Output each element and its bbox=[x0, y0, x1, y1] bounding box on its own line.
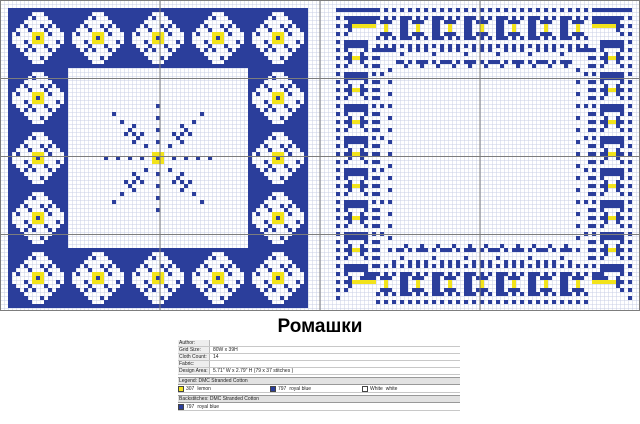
color-swatch bbox=[178, 386, 184, 392]
info-value bbox=[210, 361, 213, 367]
chart-title: Ромашки bbox=[277, 316, 363, 337]
info-row bbox=[178, 340, 460, 347]
floss-name: lemon bbox=[197, 385, 211, 392]
floss-code: White bbox=[370, 385, 383, 392]
legend-row bbox=[178, 385, 460, 393]
legend-item bbox=[178, 404, 270, 410]
legend-item bbox=[362, 386, 454, 392]
color-swatch bbox=[178, 404, 184, 410]
chart-info-table bbox=[178, 340, 460, 411]
legend-item bbox=[178, 386, 270, 392]
floss-code: 797 bbox=[278, 385, 287, 392]
info-label: Design Area: bbox=[178, 368, 210, 374]
legend-header: Legend: DMC Stranded Cotton bbox=[178, 377, 460, 385]
info-value bbox=[210, 340, 213, 346]
info-value: 80W x 39H bbox=[213, 347, 238, 353]
color-swatch bbox=[270, 386, 276, 392]
info-label: Author: bbox=[178, 340, 210, 346]
floss-code: 797 bbox=[186, 403, 195, 410]
info-label: Grid Size: bbox=[178, 347, 210, 353]
info-row bbox=[178, 354, 460, 361]
color-swatch bbox=[362, 386, 368, 392]
backstitch-header: Backstitches: DMC Stranded Cotton bbox=[178, 395, 460, 403]
floss-code: 307 bbox=[186, 385, 195, 392]
info-row bbox=[178, 361, 460, 368]
backstitch-row bbox=[178, 403, 460, 411]
floss-name: royal blue bbox=[289, 385, 312, 392]
info-value: 5.71" W x 2.79" H (79 x 37 stitches ) bbox=[213, 368, 294, 374]
floss-name: white bbox=[385, 385, 398, 392]
info-value: 14 bbox=[213, 354, 219, 360]
info-label: Cloth Count: bbox=[178, 354, 210, 360]
info-row bbox=[178, 368, 460, 375]
legend-item bbox=[270, 386, 362, 392]
info-row bbox=[178, 347, 460, 354]
floss-name: royal blue bbox=[197, 403, 220, 410]
info-label: Fabric: bbox=[178, 361, 210, 367]
info-rows bbox=[178, 340, 460, 375]
